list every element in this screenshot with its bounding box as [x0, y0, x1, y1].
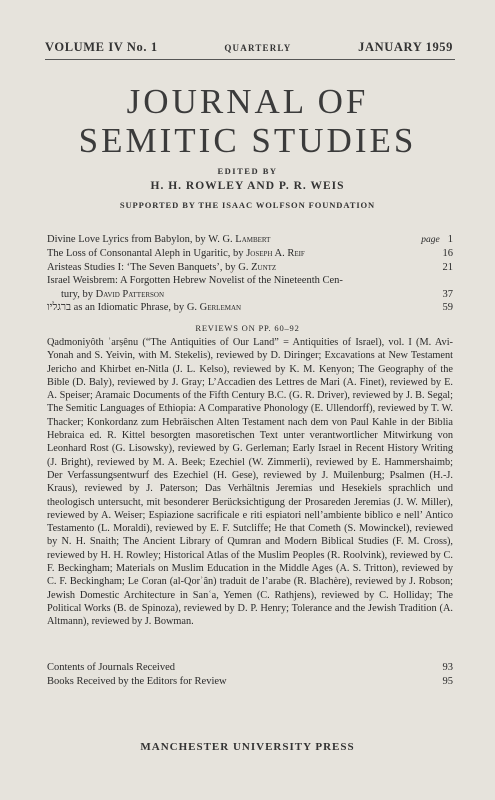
- entry-title: Contents of Journals Received: [47, 662, 176, 673]
- editors: H. H. ROWLEY AND P. R. WEIS: [150, 180, 345, 192]
- article-page: 21: [442, 261, 453, 273]
- article-entry-continued: [47, 288, 453, 301]
- publisher: MANCHESTER UNIVERSITY PRESS: [140, 741, 355, 753]
- title-line-2: SEMITIC STUDIES: [78, 121, 417, 160]
- article-entry: [47, 274, 453, 287]
- article-author: G. Zuntz: [238, 261, 277, 273]
- article-title: Divine Love Lyrics from Babylon, by: [47, 234, 209, 245]
- article-page: 37: [442, 288, 453, 300]
- back-matter-entry: [47, 675, 453, 689]
- article-author: G. Gerleman: [186, 302, 242, 314]
- edited-by: EDITED BY: [217, 166, 278, 176]
- article-title-cont: tury, by: [61, 288, 96, 300]
- article-author: Joseph A. Reif: [246, 248, 305, 260]
- article-entry: [47, 301, 453, 314]
- reviews-heading: REVIEWS ON PP. 60–92: [195, 323, 300, 333]
- contents-list: [47, 233, 453, 314]
- back-matter-list: [47, 661, 453, 688]
- article-page: 59: [442, 302, 453, 314]
- issue-date: JANUARY 1959: [358, 40, 453, 54]
- title-line-1: JOURNAL OF: [126, 82, 369, 121]
- article-title: The Loss of Consonantal Aleph in Ugaritic, by: [47, 248, 247, 260]
- page-word: page: [421, 235, 440, 245]
- reviews-list: Qadmoniyôth ʾarṣênu (“The Antiquities of Our Land” = Antiquities of Israel), vol. I (M. Avi-Yonah and S. Yeivin, with M. Stekelis), reviewed by D. Diringer; Excavations at New Testament Jericho and Khirbet en-Nitla (J. L. Kelso), reviewed by K. M. Kenyon; The Geography of the Bible (D. Baly), reviewed by J. Gray; L’Accadien des Lettres de Mari (A. Finet), reviewed by E. A. Speiser; Aramaic Documents of the Fifth Century B.C. (G. R. Driver), reviewed by J. B. Segal; The Semitic Languages of Ethiopia: A Comparative Phonology (E. Ullendorff), reviewed by T. W. Thacker; Konkordanz zum Hebräischen Alten Testament nach dem von Paul Kahle in der Biblia Hebraica ed. R. Kittel besorgten masoretischen Text unter verantwortlicher Mitwirkung von Leonhard Rost (G. Lisowsky), reviewed by G. Gerleman; Early Israel in Recent History Writing (J. Bright), reviewed by M. A. Beek; Ezechiel (W. Zimmerli), reviewed by E. Hammershaimb; Der Verfassungsentwurf des Ezechiel (H. Gese), reviewed by J. Muilenburg; Psalmen (H.-J. Kraus), reviewed by J. Paterson; Das Verhältnis Jeremias und Hesekiels sprachlich und theologisch untersucht, mit besonderer Berücksichtigung der Prosareden Jeremias (J. W. Miller), reviewed by A. Weiser; Espiazione sacrificale e riti espiatori nell’ambiente biblico e nell’ Antico Testamento (L. Moraldi), reviewed by E. F. Sutcliffe; He that Cometh (S. Mowinckel), reviewed by N. H. Snaith; The Ancient Library of Qumran and Modern Biblical Studies (F. M. Cross), reviewed by H. H. Rowley; Historical Atlas of the Muslim Peoples (R. Roolvink), reviewed by C. F. Beckingham; Materials on Muslim Education in the Middle Ages (A. S. Tritton), reviewed by C. F. Beckingham; Le Coran (al-Qorʾân) traduit de l’arabe (R. Blachère), reviewed by J. Robson; Jewish Domestic Architecture in Sanʿa, Yemen (C. Rathjens), reviewed by C. Holliday; The Political Works (B. de Spinoza), reviewed by D. P. Henry; Tolerance and the Jewish Tradition (A. Altmann), reviewed by J. Bowman.: [47, 337, 453, 628]
- article-page: 1: [447, 234, 453, 245]
- entry-title: Books Received by the Editors for Review: [47, 675, 227, 687]
- volume-number: VOLUME IV No. 1: [45, 40, 158, 54]
- article-page: 16: [442, 248, 453, 260]
- issue-header: [45, 40, 453, 55]
- entry-page: 93: [442, 662, 453, 673]
- entry-page: 95: [442, 675, 453, 687]
- article-title: ברגליו as an Idiomatic Phrase, by: [47, 302, 187, 314]
- article-title: Aristeas Studies I: ‘The Seven Banquets’, by: [47, 261, 239, 273]
- article-entry: [47, 247, 453, 260]
- back-matter-entry: [47, 661, 453, 675]
- article-entry: [47, 233, 453, 247]
- header-rule: [45, 59, 455, 60]
- supported-by: SUPPORTED BY THE ISAAC WOLFSON FOUNDATION: [119, 200, 376, 210]
- article-entry: [47, 261, 453, 274]
- frequency: QUARTERLY: [224, 43, 292, 53]
- journal-title: [0, 82, 495, 160]
- article-author: David Patterson: [95, 288, 165, 300]
- article-author: W. G. Lambert: [208, 234, 271, 245]
- article-title: Israel Weisbrem: A Forgotten Hebrew Novelist of the Nineteenth Cen-: [47, 275, 343, 287]
